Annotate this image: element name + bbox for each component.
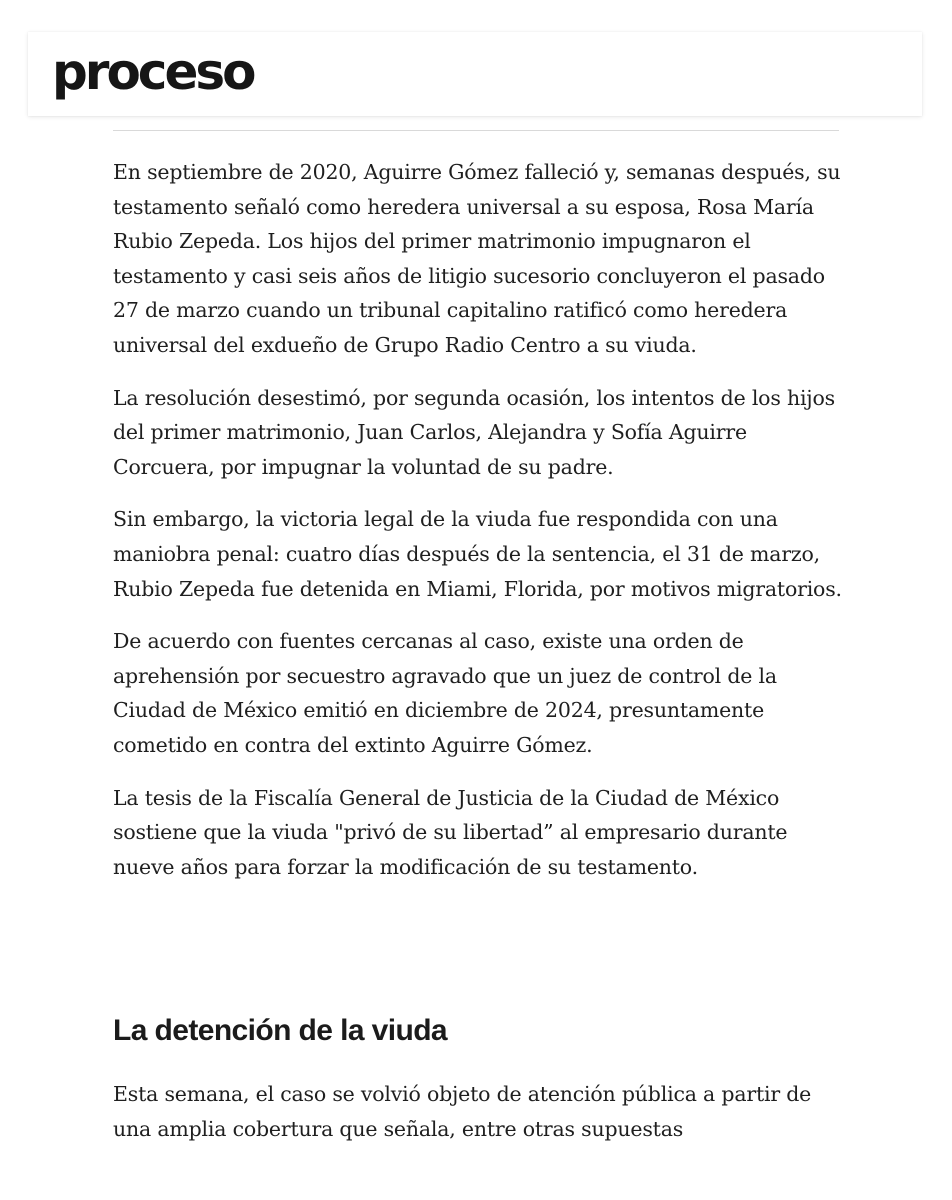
header-divider bbox=[113, 130, 839, 131]
article-paragraph: La tesis de la Fiscalía General de Justicia de la Ciudad de México sostiene que la viuda "privó de su libertad” al empresario durante nueve años para forzar la modificación de su testamento. bbox=[113, 785, 788, 879]
article-paragraph: Sin embargo, la victoria legal de la viuda fue respondida con una maniobra penal: cuatro días después de la sentencia, el 31 de marzo, Rubio Zepeda fue detenida en Miami, Florida, por motivos migratorios. bbox=[113, 507, 842, 601]
section-heading: La detención de la viuda bbox=[113, 1014, 448, 1047]
article-body bbox=[113, 155, 848, 1141]
article-paragraph: La resolución desestimó, por segunda ocasión, los intentos de los hijos del primer matrimonio, Juan Carlos, Alejandra y Sofía Aguirre Corcuera, por impugnar la voluntad de su padre. bbox=[113, 385, 835, 479]
article-paragraph: De acuerdo con fuentes cercanas al caso, existe una orden de aprehensión por secuestro agravado que un juez de control de la Ciudad de México emitió en diciembre de 2024, presuntamente cometido en contra del extinto Aguirre Gómez. bbox=[113, 629, 777, 757]
site-header bbox=[28, 32, 922, 116]
proceso-logo[interactable]: proceso bbox=[52, 43, 254, 101]
article-paragraph: Esta semana, el caso se volvió objeto de atención pública a partir de una amplia cobertura que señala, entre otras supuestas bbox=[113, 1082, 812, 1141]
section-body bbox=[113, 1077, 848, 1164]
article-paragraph: En septiembre de 2020, Aguirre Gómez falleció y, semanas después, su testamento señaló como heredera universal a su esposa, Rosa María Rubio Zepeda. Los hijos del primer matrimonio impugnaron el testamento y casi seis años de litigio sucesorio concluyeron el pasado 27 de marzo cuando un tribunal capitalino ratificó como heredera universal del exdueño de Grupo Radio Centro a su viuda. bbox=[113, 160, 841, 357]
